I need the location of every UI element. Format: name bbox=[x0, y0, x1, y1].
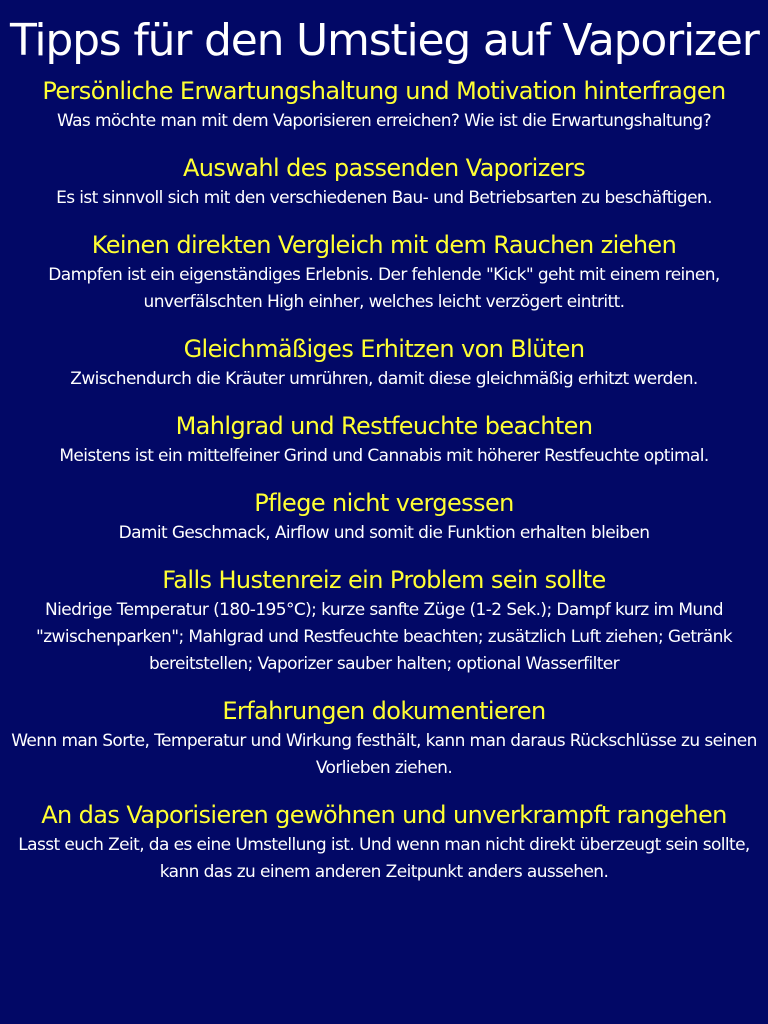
tip-body: Lasst euch Zeit, da es eine Umstellung ist. Und wenn man nicht direkt überzeugt sein sollte, kann das zu einem anderen Zeitpunkt anders aussehen. bbox=[18, 835, 750, 882]
tip-heading: Auswahl des passenden Vaporizers bbox=[182, 154, 586, 182]
tip-body: Zwischendurch die Kräuter umrühren, damit diese gleichmäßig erhitzt werden. bbox=[70, 369, 698, 389]
tip-heading: Gleichmäßiges Erhitzen von Blüten bbox=[183, 335, 585, 363]
tip-heading: Pflege nicht vergessen bbox=[254, 489, 514, 517]
tip-body: Es ist sinnvoll sich mit den verschiedenen Bau- und Betriebsarten zu beschäftigen. bbox=[56, 188, 712, 208]
tip-body: Dampfen ist ein eigenständiges Erlebnis. Der fehlende "Kick" geht mit einem reinen, unverfälschten High einher, welches leicht verzögert eintritt. bbox=[48, 265, 720, 312]
tips-list bbox=[10, 74, 758, 886]
tip-heading: Mahlgrad und Restfeuchte beachten bbox=[175, 412, 593, 440]
tip-item bbox=[10, 332, 758, 393]
tip-heading: Erfahrungen dokumentieren bbox=[222, 697, 546, 725]
tip-heading: Persönliche Erwartungshaltung und Motivation hinterfragen bbox=[42, 77, 726, 105]
tip-heading: Keinen direkten Vergleich mit dem Rauchen ziehen bbox=[91, 231, 677, 259]
tip-body: Damit Geschmack, Airflow und somit die Funktion erhalten bleiben bbox=[118, 523, 650, 543]
tip-item bbox=[10, 151, 758, 212]
tip-body: Meistens ist ein mittelfeiner Grind und Cannabis mit höherer Restfeuchte optimal. bbox=[59, 446, 709, 466]
tip-body: Niedrige Temperatur (180-195°C); kurze sanfte Züge (1-2 Sek.); Dampf kurz im Mund "zwischenparken"; Mahlgrad und Restfeuchte beachten; zusätzlich Luft ziehen; Getränk bereitstellen; Vaporizer sauber halten; optional Wasserfilter bbox=[35, 600, 733, 674]
tip-item bbox=[10, 409, 758, 470]
tip-item bbox=[10, 486, 758, 547]
tip-item bbox=[10, 694, 758, 782]
tip-heading: Falls Hustenreiz ein Problem sein sollte bbox=[162, 566, 606, 594]
tip-item bbox=[10, 563, 758, 678]
tip-item bbox=[10, 74, 758, 135]
tip-heading: An das Vaporisieren gewöhnen und unverkrampft rangehen bbox=[41, 801, 727, 829]
tip-item bbox=[10, 228, 758, 316]
page-title: Tipps für den Umstieg auf Vaporizer bbox=[10, 15, 759, 66]
tip-body: Wenn man Sorte, Temperatur und Wirkung festhält, kann man daraus Rückschlüsse zu seinen Vorlieben ziehen. bbox=[11, 731, 757, 778]
tip-item bbox=[10, 798, 758, 886]
tip-body: Was möchte man mit dem Vaporisieren erreichen? Wie ist die Erwartungshaltung? bbox=[56, 111, 712, 131]
